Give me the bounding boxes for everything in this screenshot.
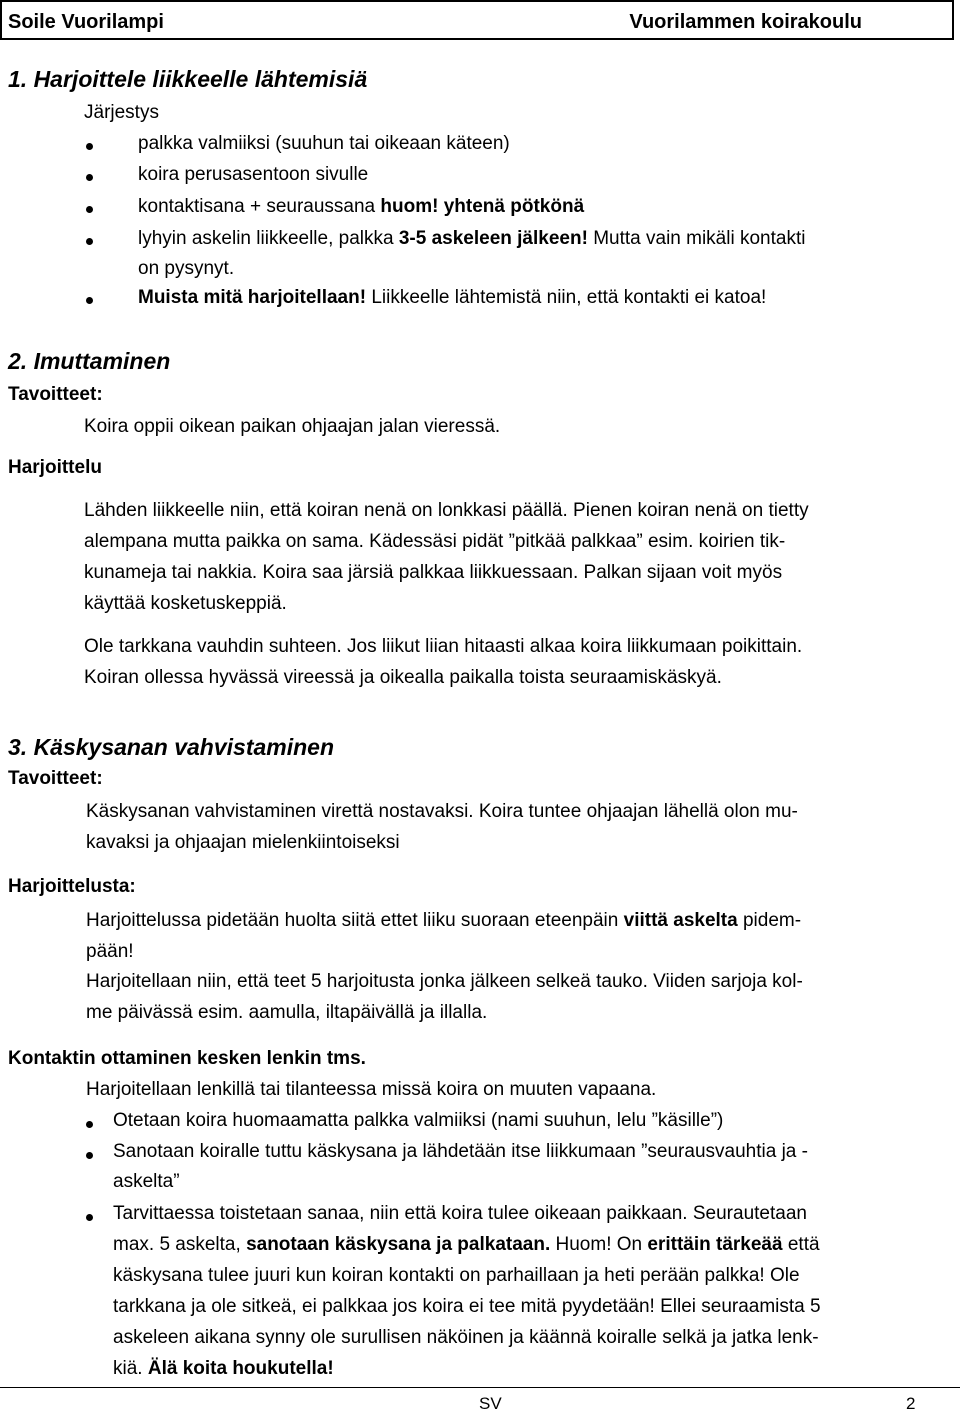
s4-bullet-3-cont: askeleen aikana synny ole surullisen näköinen ja käännä koiralle selkä ja jatka lenk- [113, 1327, 819, 1348]
s4-bullet-3-cont: kiä. Älä koita houkutella! [113, 1358, 334, 1379]
section-2-title: 2. Imuttaminen [8, 348, 171, 374]
s2-paragraph-line: kunameja tai nakkia. Koira saa järsiä palkkaa liikkuessaan. Palkan sijaan voit myös [84, 562, 783, 583]
page-header [0, 0, 954, 40]
s1-bullet-4: lyhyin askelin liikkeelle, palkka 3-5 askeleen jälkeen! Mutta vain mikäli kontakti [138, 228, 806, 249]
s3-goal-line: kavaksi ja ohjaajan mielenkiintoiseksi [86, 832, 400, 853]
s4-bullet-3-cont: max. 5 askelta, sanotaan käskysana ja palkataan. Huom! On erittäin tärkeää että [113, 1234, 820, 1255]
bullet-icon [86, 1152, 93, 1159]
header-author: Soile Vuorilampi [8, 11, 164, 33]
s1-bullet-1: palkka valmiiksi (suuhun tai oikeaan käteen) [138, 133, 510, 154]
s4-bullet-3-cont: käskysana tulee juuri kun koiran kontakti on parhaillaan ja heti perään palkka! Ole [113, 1265, 800, 1286]
bullet-icon [86, 1214, 93, 1221]
footer-divider [0, 1387, 960, 1388]
header-school: Vuorilammen koirakoulu [629, 11, 862, 33]
bullet-icon [86, 143, 93, 150]
bullet-icon [86, 174, 93, 181]
bullet-icon [86, 238, 93, 245]
bullet-icon [86, 297, 93, 304]
section-4-title: Kontaktin ottaminen kesken lenkin tms. [8, 1048, 366, 1069]
s4-bullet-3: Tarvittaessa toistetaan sanaa, niin että koira tulee oikeaan paikkaan. Seurautetaan [113, 1203, 807, 1224]
s3-goal-line: Käskysanan vahvistaminen virettä nostavaksi. Koira tuntee ohjaajan lähellä olon mu- [86, 801, 798, 822]
s2-paragraph-line: Ole tarkkana vauhdin suhteen. Jos liikut liian hitaasti alkaa koira liikkumaan poikittain. [84, 636, 803, 657]
bullet-icon [86, 206, 93, 213]
s1-bullet-5: Muista mitä harjoitellaan! Liikkeelle lähtemistä niin, että kontakti ei katoa! [138, 287, 767, 308]
page-number: 2 [906, 1394, 916, 1413]
practice-label: Harjoittelu [8, 457, 102, 478]
s2-paragraph-line: Lähden liikkeelle niin, että koiran nenä on lonkkasi päällä. Pienen koiran nenä on tietty [84, 500, 809, 521]
s4-intro: Harjoitellaan lenkillä tai tilanteessa missä koira on muuten vapaana. [86, 1079, 657, 1100]
s2-goal: Koira oppii oikean paikan ohjaajan jalan vieressä. [84, 416, 501, 437]
order-label: Järjestys [84, 102, 159, 123]
s1-bullet-3: kontaktisana + seuraussana huom! yhtenä pötkönä [138, 196, 585, 217]
s2-paragraph-line: Koiran ollessa hyvässä vireessä ja oikealla paikalla toista seuraamiskäskyä. [84, 667, 722, 688]
s3-practice-line: me päivässä esim. aamulla, iltapäivällä ja illalla. [86, 1002, 488, 1023]
s1-bullet-4-cont: on pysynyt. [138, 258, 235, 279]
footer-initials: SV [479, 1394, 502, 1413]
s2-paragraph-line: alempana mutta paikka on sama. Kädessäsi pidät ”pitkää palkkaa” esim. koirien tik- [84, 531, 786, 552]
s3-practice-line: Harjoitellaan niin, että teet 5 harjoitusta jonka jälkeen selkeä tauko. Viiden sarjoja kol- [86, 971, 803, 992]
s1-bullet-2: koira perusasentoon sivulle [138, 164, 369, 185]
s4-bullet-2: Sanotaan koiralle tuttu käskysana ja lähdetään itse liikkumaan ”seurausvauhtia ja - [113, 1141, 808, 1162]
s4-bullet-1: Otetaan koira huomaamatta palkka valmiiksi (nami suuhun, lelu ”käsille”) [113, 1110, 724, 1131]
goals-label: Tavoitteet: [8, 768, 103, 789]
s2-paragraph-line: käyttää kosketuskeppiä. [84, 593, 287, 614]
practice-label: Harjoittelusta: [8, 876, 136, 897]
section-1-title: 1. Harjoittele liikkeelle lähtemisiä [8, 66, 368, 92]
s3-practice-line: pään! [86, 941, 134, 962]
section-3-title: 3. Käskysanan vahvistaminen [8, 734, 334, 760]
s4-bullet-3-cont: tarkkana ja ole sitkeä, ei palkkaa jos koira ei tee mitä pyydetään! Ellei seuraamista 5 [113, 1296, 821, 1317]
goals-label: Tavoitteet: [8, 384, 103, 405]
s4-bullet-2-cont: askelta” [113, 1171, 180, 1192]
bullet-icon [86, 1121, 93, 1128]
s3-practice-line: Harjoittelussa pidetään huolta siitä ettet liiku suoraan eteenpäin viittä askelta pidem- [86, 910, 802, 931]
